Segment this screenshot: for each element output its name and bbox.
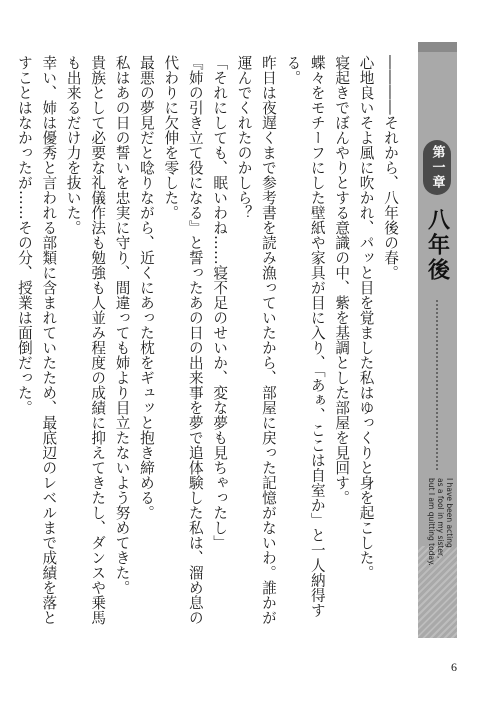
paragraph: 『姉の引き立て役になる』と誓ったあの日の出来事を夢で追体験した私は、溜め息の代わりに欠伸を零した。 (162, 55, 204, 625)
body-text (15, 55, 402, 630)
paragraph: 心地良いそよ風に吹かれ、パッと目を覚ました私はゆっくりと身を起こした。 (357, 55, 375, 580)
chapter-label-badge: 第一章 (423, 140, 451, 195)
paragraph: ――――それから、八年後の春。 (382, 55, 399, 280)
paragraph: 昨日は夜遅くまで参考書を読み漁っていたから、部屋に戻った記憶がないわ。誰かが運んでくれたのかしら？ (235, 55, 277, 625)
paragraph: 私はあの日の誓いを忠実に守り、間違っても姉より目立たないよう努めてきた。 (113, 55, 131, 595)
paragraph: 蝶々をモチーフにした壁紙や家具が目に入り、「あぁ、ここは自室か」と一人納得する。 (284, 55, 326, 618)
paragraph: 幸い、姉は優秀と言われる部類に含まれていたため、最底辺のレベルまで成績を落とすことはなかったが……その分、授業は面倒だった。 (15, 55, 58, 625)
paragraph: 「それにしても、眠いわね……寝不足のせいか、変な夢も見ちゃったし」 (211, 55, 229, 550)
chapter-title: 八年後 (424, 208, 450, 283)
page-number: 6 (451, 660, 457, 674)
paragraph: 貴族として必要な礼儀作法も勉強も人並み程度の成績に抑えてきたし、ダンスや乗馬も出来るだけ力を抜いた。 (64, 55, 107, 625)
chapter-dotted-rule (436, 300, 438, 470)
paragraph: 最悪の夢見だと唸りながら、近くにあった枕をギュッと抱き締める。 (137, 55, 155, 520)
chapter-english-subtitle: I have been acting as a fool in my sister, but I am quitting today. (427, 478, 454, 566)
paragraph: 寝起きでぼんやりとする意識の中、紫を基調とした部屋を見回す。 (333, 55, 351, 505)
